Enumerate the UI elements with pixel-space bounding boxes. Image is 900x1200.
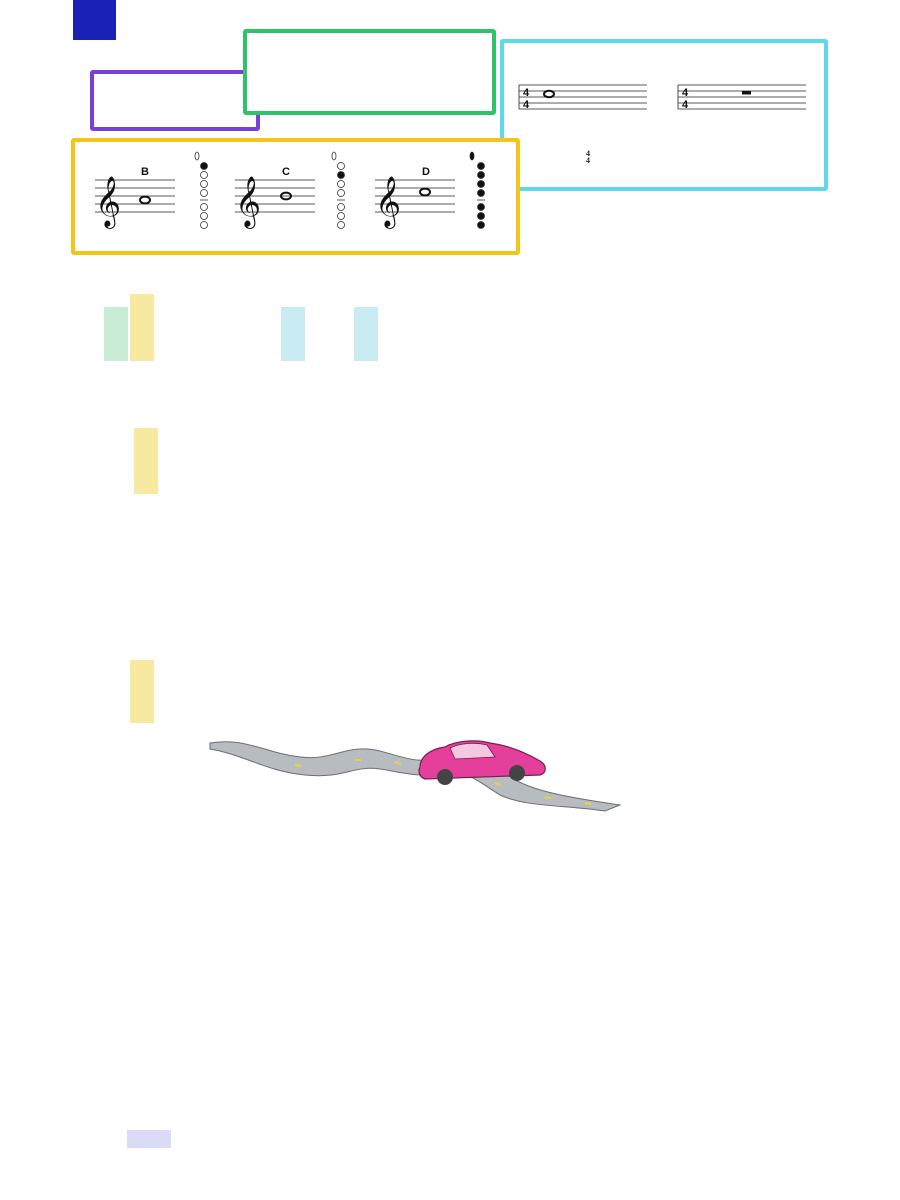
staff-exercise-1 [72, 304, 832, 364]
svg-text:4: 4 [523, 87, 530, 99]
treble-clef-icon: 𝄞 [235, 177, 262, 226]
fingering-note-label-d: D [422, 166, 430, 178]
whole-note-desc [518, 147, 658, 164]
treble-clef-icon: 𝄞 [375, 177, 402, 226]
fingering-note-label-b: B [141, 166, 149, 178]
solo-box [90, 70, 260, 131]
whole-rest-staff [676, 81, 808, 117]
fingering-diagram-b [195, 152, 208, 229]
whole-note-rest-box [500, 39, 828, 191]
time-signature-box [243, 29, 496, 115]
page-number [73, 0, 116, 40]
fingering-diagram-d [470, 152, 485, 229]
svg-text:4: 4 [523, 99, 530, 111]
fingering-note-d [420, 189, 430, 196]
svg-text:4: 4 [682, 99, 689, 111]
staff-exercise-6 [72, 927, 832, 987]
staff-exercise-4 [72, 663, 832, 723]
treble-clef-icon: 𝄞 [95, 177, 122, 226]
staff-exercise-5 [72, 812, 832, 872]
staff-exercise-2 [72, 436, 832, 496]
whole-note-symbol [544, 91, 554, 97]
road-car-illustration [205, 735, 625, 815]
fingering-diagram-c [332, 152, 345, 229]
staff-exercise-7 [72, 1081, 832, 1141]
fingering-chart [75, 142, 516, 251]
staff-exercise-3 [72, 548, 832, 608]
fingering-note-label-c: C [282, 166, 290, 178]
whole-rest-symbol [742, 91, 751, 95]
whole-note-desc-2 [518, 147, 658, 164]
mini-time-signature-icon: 4 4 [586, 149, 590, 166]
whole-note-staff [517, 81, 649, 117]
svg-text:4: 4 [682, 87, 689, 99]
fingering-note-b [140, 197, 150, 204]
fingering-chart-box [71, 138, 520, 255]
